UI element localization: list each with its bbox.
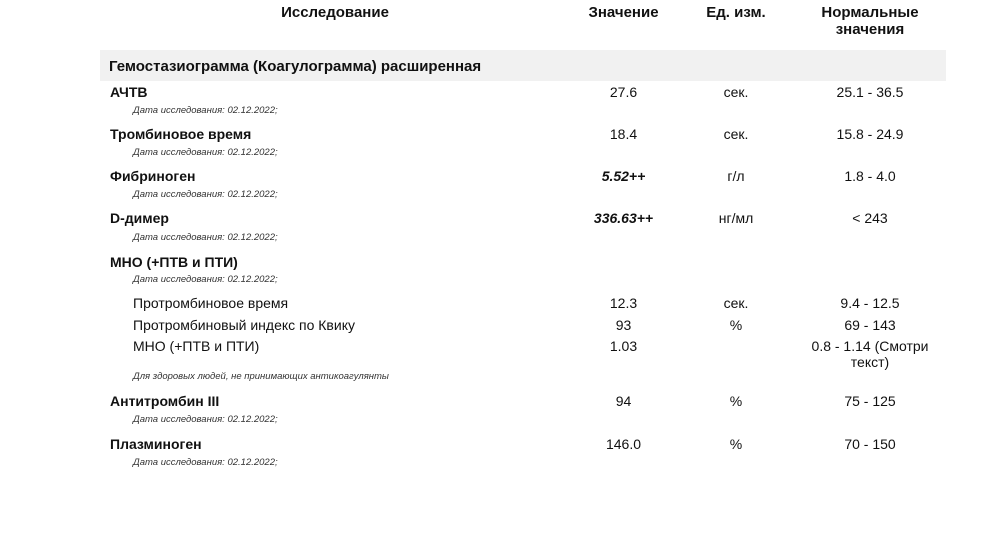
row-normal-fibrinogen: 1.8 - 4.0	[844, 168, 896, 184]
row-value-fibrinogen: 5.52++	[601, 168, 646, 184]
header-normal-line2: значения	[835, 21, 905, 38]
row-unit-antithrombin: %	[729, 393, 743, 409]
subrow-normal-quick-index: 69 - 143	[844, 317, 896, 333]
subrow-name-inr: МНО (+ПТВ и ПТИ)	[133, 338, 260, 354]
row-unit-thrombin-time: сек.	[723, 126, 749, 142]
row-normal-d-dimer: < 243	[852, 210, 888, 226]
row-name-inr-group: МНО (+ПТВ и ПТИ)	[110, 254, 238, 270]
row-unit-fibrinogen: г/л	[727, 168, 745, 184]
section-header	[100, 50, 946, 81]
row-name-thrombin-time: Тромбиновое время	[110, 126, 252, 142]
row-name-antithrombin: Антитромбин III	[110, 393, 220, 409]
row-unit-plasminogen: %	[729, 436, 743, 452]
row-name-d-dimer: D-димер	[110, 210, 169, 226]
header-normal-line1: Нормальные	[821, 4, 919, 21]
subrow-unit-prothrombin-time: сек.	[723, 295, 749, 311]
row-date-fibrinogen: Дата исследования: 02.12.2022;	[133, 189, 278, 200]
row-value-d-dimer: 336.63++	[593, 210, 654, 226]
row-date-plasminogen: Дата исследования: 02.12.2022;	[133, 457, 278, 468]
header-unit: Ед. изм.	[706, 4, 766, 21]
row-name-aptt: АЧТВ	[110, 84, 148, 100]
row-date-d-dimer: Дата исследования: 02.12.2022;	[133, 232, 278, 243]
row-name-fibrinogen: Фибриноген	[110, 168, 196, 184]
row-date-thrombin-time: Дата исследования: 02.12.2022;	[133, 147, 278, 158]
row-value-plasminogen: 146.0	[605, 436, 642, 452]
row-name-plasminogen: Плазминоген	[110, 436, 202, 452]
subrow-value-prothrombin-time: 12.3	[609, 295, 638, 311]
row-unit-d-dimer: нг/мл	[718, 210, 754, 226]
row-date-inr-group: Дата исследования: 02.12.2022;	[133, 274, 278, 285]
subrow-unit-quick-index: %	[729, 317, 743, 333]
row-value-antithrombin: 94	[615, 393, 632, 409]
row-date-antithrombin: Дата исследования: 02.12.2022;	[133, 414, 278, 425]
row-unit-aptt: сек.	[723, 84, 749, 100]
subrow-name-quick-index: Протромбиновый индекс по Квику	[133, 317, 355, 333]
row-date-aptt: Дата исследования: 02.12.2022;	[133, 105, 278, 116]
header-test: Исследование	[281, 4, 389, 21]
subrow-normal-prothrombin-time: 9.4 - 12.5	[840, 295, 900, 311]
row-normal-aptt: 25.1 - 36.5	[836, 84, 904, 100]
subrow-value-quick-index: 93	[615, 317, 632, 333]
note-text: Для здоровых людей, не принимающих антикоагулянты	[133, 371, 389, 382]
subrow-name-prothrombin-time: Протромбиновое время	[133, 295, 289, 311]
header-normal	[790, 4, 950, 38]
row-value-aptt: 27.6	[609, 84, 638, 100]
row-normal-thrombin-time: 15.8 - 24.9	[836, 126, 904, 142]
header-value: Значение	[588, 4, 659, 21]
row-normal-plasminogen: 70 - 150	[844, 436, 896, 452]
row-value-thrombin-time: 18.4	[609, 126, 638, 142]
subrow-normal-inr: 0.8 - 1.14 (Смотри текст)	[811, 338, 929, 370]
subrow-value-inr: 1.03	[609, 338, 638, 354]
section-title: Гемостазиограмма (Коагулограмма) расширенная	[109, 58, 482, 75]
row-normal-antithrombin: 75 - 125	[844, 393, 896, 409]
